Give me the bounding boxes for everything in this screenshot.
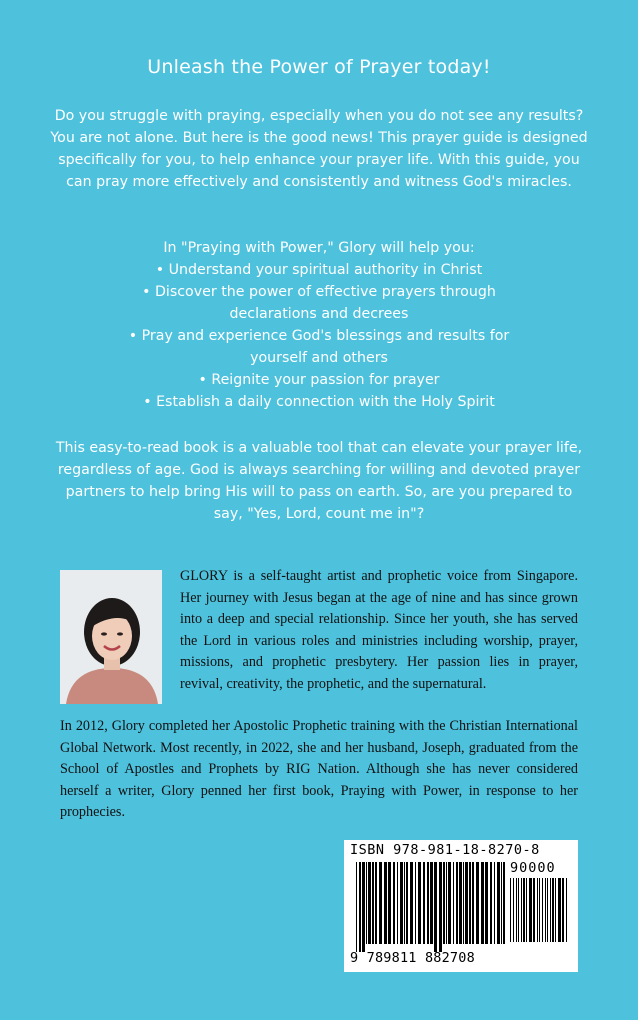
isbn-label: ISBN 978-981-18-8270-8 xyxy=(350,842,540,858)
barcode-bar xyxy=(404,862,405,944)
isbn-barcode xyxy=(344,840,578,972)
barcode-bar xyxy=(372,862,374,944)
barcode-bar xyxy=(463,862,464,944)
benefit-item: • Reignite your passion for prayer xyxy=(198,372,440,388)
barcode-bar xyxy=(550,878,551,942)
barcode-bar xyxy=(430,862,433,944)
barcode-bar xyxy=(503,862,505,944)
barcode-bar xyxy=(359,862,361,952)
barcode-bar xyxy=(513,878,514,942)
barcode-bar xyxy=(547,878,548,942)
benefit-item: • Understand your spiritual authority in Christ xyxy=(155,262,483,278)
price-addon-number: 90000 xyxy=(510,860,556,876)
intro-paragraph: Do you struggle with praying, especially when you do not see any results? You are not alone. But here is the good news! This prayer guide is designed specifically for you, to help enhance your prayer life. With this guide, you can pray more effectively and consistently and witness God's miracles. xyxy=(50,108,588,190)
barcode-bar xyxy=(510,878,511,942)
barcode-bar xyxy=(366,862,367,944)
barcode-bar xyxy=(446,862,447,944)
benefits-section xyxy=(50,237,588,413)
barcode-bar xyxy=(469,862,471,944)
barcode-bar xyxy=(368,862,371,944)
barcode-bar xyxy=(356,862,357,952)
barcode-bar xyxy=(494,862,495,944)
barcode-bar xyxy=(410,862,413,944)
barcode-bar xyxy=(418,862,421,944)
benefit-item: • Discover the power of effective prayers through declarations and decrees xyxy=(142,284,496,322)
barcode-bar xyxy=(526,878,527,942)
barcode-bar xyxy=(427,862,429,944)
barcode-bar xyxy=(459,862,462,944)
barcode-bar xyxy=(397,862,398,944)
barcode-bar xyxy=(497,862,500,944)
barcode-bar xyxy=(406,862,408,944)
barcode-bar xyxy=(545,878,546,942)
barcode-bar xyxy=(465,862,468,944)
barcode-bar xyxy=(456,862,458,944)
barcode-bar xyxy=(539,878,540,942)
barcode-bar xyxy=(439,862,442,952)
barcode-bar xyxy=(555,878,556,942)
benefit-item: • Establish a daily connection with the Holy Spirit xyxy=(143,394,495,410)
barcode-bar xyxy=(542,878,543,942)
author-portrait-illustration xyxy=(60,570,162,704)
barcode-bar xyxy=(415,862,416,944)
barcode-bar xyxy=(379,862,382,944)
author-bio-intro: GLORY is a self-taught artist and prophetic voice from Singapore. Her journey with Jesus began at the age of nine and has since grown into a deep and special relationship. Since her youth, she has served the Lord in various roles and ministries including worship, prayer, missions, and prophetic presbytery. Her passion lies in prayer, revival, creativity, the prophetic, and the supernatural. xyxy=(180,568,578,692)
author-photo xyxy=(60,570,162,704)
barcode-bar xyxy=(375,862,377,944)
addon-barcode-bars xyxy=(510,878,570,950)
barcode-bar xyxy=(384,862,387,944)
barcode-bar xyxy=(481,862,484,944)
barcode-bar xyxy=(472,862,474,944)
barcode-bar xyxy=(533,878,535,942)
barcode-bar xyxy=(566,878,567,942)
barcode-bar xyxy=(423,862,425,944)
author-bio-training: In 2012, Glory completed her Apostolic Prophetic training with the Christian International Global Network. Most recently, in 2022, she and her husband, Joseph, graduated from the School of Apostles and Prophets by RIG Nation. Although she has never considered herself a writer, Glory penned her first book, Praying with Power, in response to her prophecies. xyxy=(60,718,578,820)
benefits-list xyxy=(50,259,588,413)
barcode-bar xyxy=(388,862,391,944)
barcode-bar xyxy=(529,878,532,942)
benefits-lead: In "Praying with Power," Glory will help you: xyxy=(163,240,475,256)
barcode-bar xyxy=(537,878,538,942)
barcode-bar xyxy=(443,862,445,944)
barcode-bar xyxy=(490,862,492,944)
barcode-bar xyxy=(516,878,517,942)
closing-paragraph: This easy-to-read book is a valuable tool that can elevate your prayer life, regardless of age. God is always searching for willing and devoted prayer partners to help bring His will to pass on earth. So, are you prepared to say, "Yes, Lord, count me in"? xyxy=(55,440,583,522)
ean-barcode-bars xyxy=(356,862,506,952)
barcode-bar xyxy=(485,862,488,944)
barcode-bar xyxy=(434,862,437,952)
barcode-bar xyxy=(562,878,564,942)
barcode-bar xyxy=(558,878,561,942)
barcode-bar xyxy=(476,862,479,944)
barcode-bar xyxy=(400,862,403,944)
barcode-bar xyxy=(453,862,454,944)
barcode-bar xyxy=(521,878,522,942)
barcode-bar xyxy=(518,878,519,942)
ean-number: 9 789811 882708 xyxy=(350,950,475,966)
barcode-bar xyxy=(448,862,451,944)
benefit-item: • Pray and experience God's blessings and results for yourself and others xyxy=(128,328,510,366)
barcode-bar xyxy=(501,862,502,944)
barcode-bar xyxy=(393,862,395,944)
barcode-bar xyxy=(523,878,525,942)
barcode-bar xyxy=(552,878,554,942)
headline: Unleash the Power of Prayer today! xyxy=(147,56,491,78)
barcode-bar xyxy=(362,862,365,952)
